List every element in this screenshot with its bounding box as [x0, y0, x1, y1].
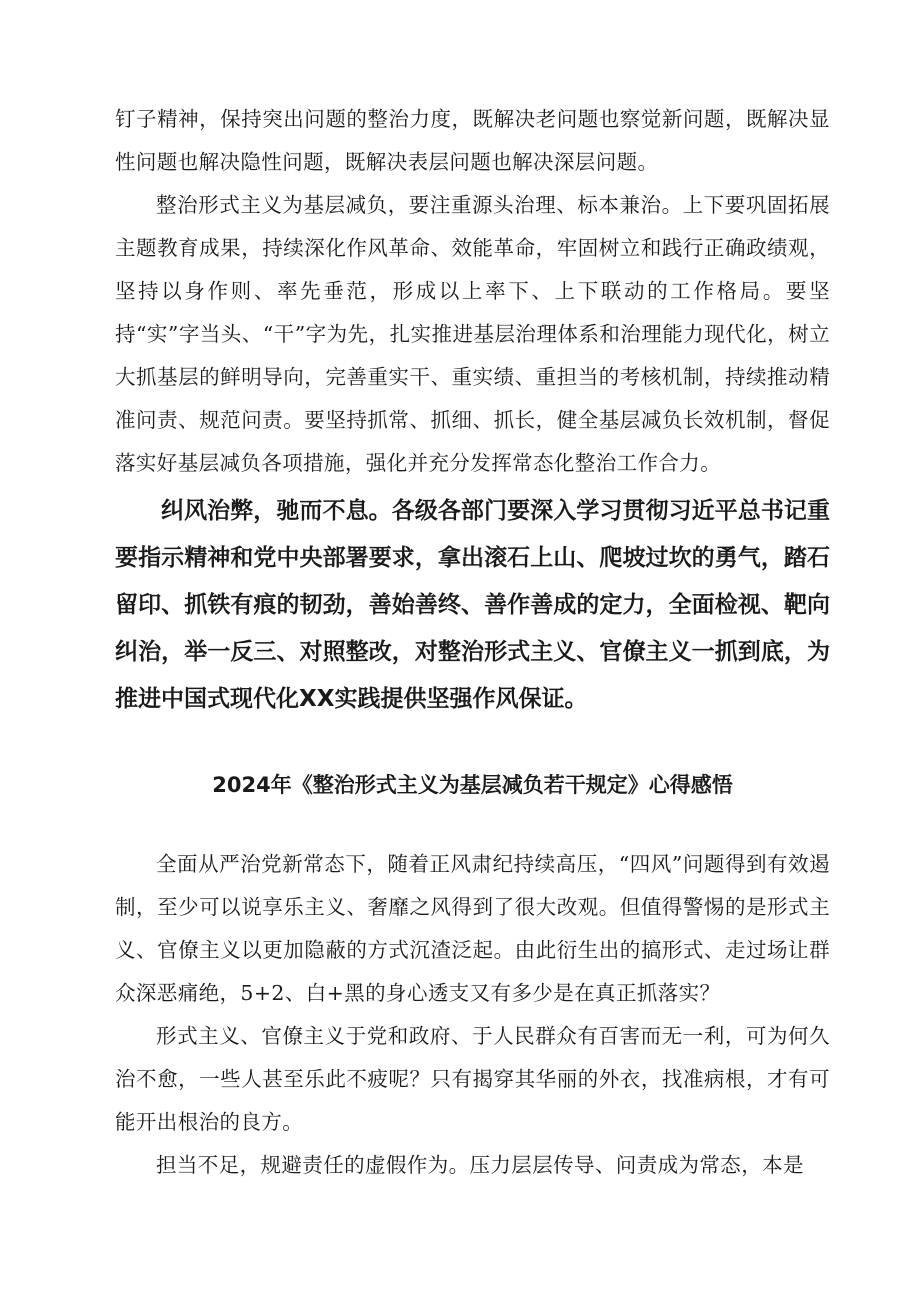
paragraph-continuation: 钉子精神，保持突出问题的整治力度，既解决老问题也察觉新问题，既解决显性问题也解决隐性问题，既解决表层问题也解决深层问题。 [115, 107, 830, 174]
section-title: 2024年《整治形式主义为基层减负若干规定》心得感悟 [212, 773, 733, 797]
paragraph-source-governance: 整治形式主义为基层减负，要注重源头治理、标本兼治。上下要巩固拓展主题教育成果，持续深化作风革命、效能革命，牢固树立和践行正确政绩观，坚持以身作则、率先垂范，形成以上率下、上下联动的工作格局。要坚持“实”字当头、“干”字为先，扎实推进基层治理体系和治理能力现代化，树立大抓基层的鲜明导向，完善重实干、重实绩、重担当的考核机制，持续推动精准问责、规范问责。要坚持抓常、抓细、抓长，健全基层减负长效机制，督促落实好基层减负各项措施，强化并充分发挥常态化整治工作合力。 [115, 193, 830, 475]
paragraph-strict-governance: 全面从严治党新常态下，随着正风肃纪持续高压，“四风”问题得到有效遏制，至少可以说享乐主义、奢靡之风得到了很大改观。但值得警惕的是形式主义、官僚主义以更加隐蔽的方式沉渣泛起。由此衍生出的搞形式、走过场让群众深恶痛绝，5+2、白+黑的身心透支又有多少是在真正抓落实？ [115, 852, 830, 1005]
paragraph-rectification-bold: 纠风治弊，驰而不息。各级各部门要深入学习贯彻习近平总书记重要指示精神和党中央部署要求，拿出滚石上山、爬坡过坎的勇气，踏石留印、抓铁有痕的韧劲，善始善终、善作善成的定力，全面检视、靶向纠治，举一反三、对照整改，对整治形式主义、官僚主义一抓到底，为推进中国式现代化XX实践提供坚强作风保证。 [115, 498, 830, 712]
paragraph-formalism-harm: 形式主义、官僚主义于党和政府、于人民群众有百害而无一利，可为何久治不愈，一些人甚至乐此不疲呢？只有揭穿其华丽的外衣，找准病根，才有可能开出根治的良方。 [115, 1024, 830, 1134]
paragraph-lack-of-responsibility: 担当不足，规避责任的虚假作为。压力层层传导、问责成为常态，本是 [156, 1153, 804, 1177]
